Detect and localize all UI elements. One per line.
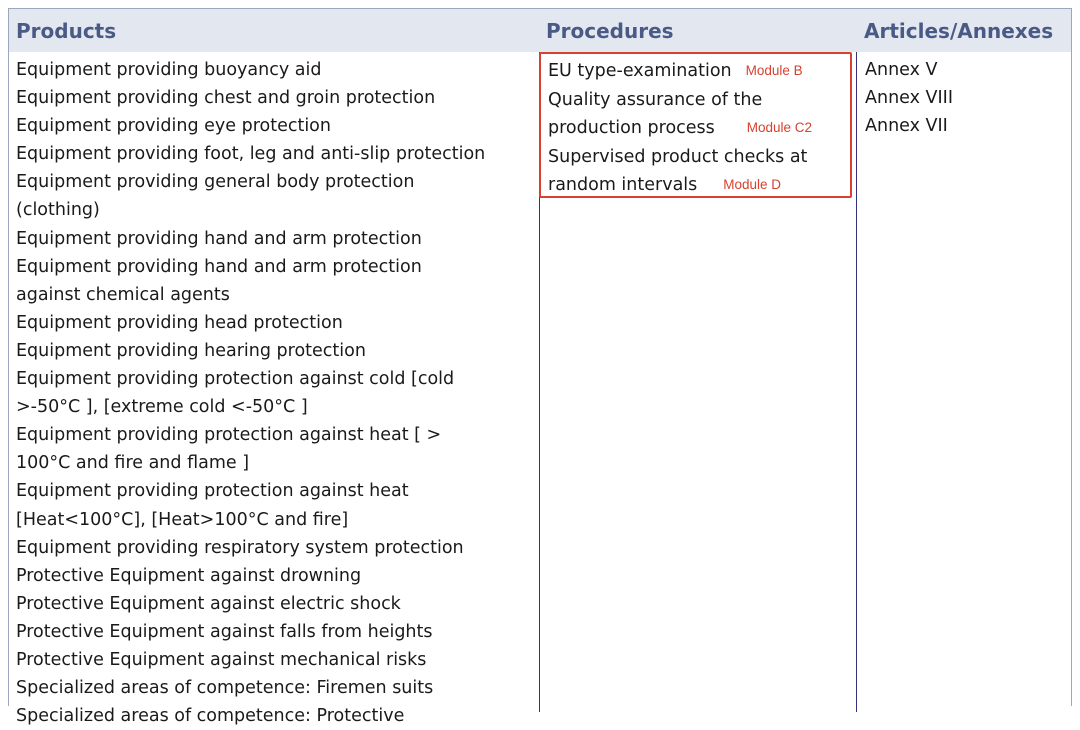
product-line: Equipment providing head protection xyxy=(16,312,343,333)
procedure-line xyxy=(548,171,850,200)
procedure-line xyxy=(548,143,850,171)
annex-item: Annex VIII xyxy=(865,88,953,109)
annex-item: Annex VII xyxy=(865,116,948,137)
procedure-text: EU type-examination xyxy=(548,61,732,81)
procedure-text: Quality assurance of the xyxy=(548,90,763,111)
product-line: Equipment providing general body protection xyxy=(16,172,415,193)
procedure-line xyxy=(548,86,850,114)
product-line: Equipment providing eye protection xyxy=(16,116,331,137)
product-line: Equipment providing hand and arm protection xyxy=(16,256,422,277)
product-line: Equipment providing hand and arm protection xyxy=(16,228,422,249)
product-line: Specialized areas of competence: Firemen suits xyxy=(16,678,434,699)
product-line: Equipment providing protection against heat [ > xyxy=(16,425,442,446)
procedures-highlight-box xyxy=(539,52,852,198)
header-procedures: Procedures xyxy=(546,19,674,43)
product-line: Equipment providing hearing protection xyxy=(16,340,366,361)
product-line: Equipment providing protection against cold [cold xyxy=(16,369,455,390)
header-products: Products xyxy=(16,19,117,43)
product-line: Equipment providing foot, leg and anti-slip protection xyxy=(16,144,486,165)
header-articles-annexes: Articles/Annexes xyxy=(864,19,1054,43)
annex-item: Annex V xyxy=(865,60,938,80)
procedure-text: Supervised product checks at xyxy=(548,147,808,168)
module-label: Module B xyxy=(745,63,803,78)
procedure-text: production process xyxy=(548,118,715,139)
procedures-table xyxy=(8,8,1072,727)
product-line: Equipment providing protection against heat xyxy=(16,481,409,502)
column-divider-right xyxy=(856,52,857,712)
product-line: Protective Equipment against mechanical risks xyxy=(16,649,427,670)
product-line: (clothing) xyxy=(16,200,100,221)
product-line: Equipment providing buoyancy aid xyxy=(16,60,322,80)
products-list xyxy=(16,56,536,730)
module-label: Module C2 xyxy=(746,120,813,136)
product-line: Equipment providing respiratory system protection xyxy=(16,537,464,558)
table-header xyxy=(9,9,1071,52)
procedure-line xyxy=(548,57,850,86)
product-line: Equipment providing chest and groin protection xyxy=(16,88,436,109)
product-line: Protective Equipment against electric shock xyxy=(16,593,401,614)
product-line: Specialized areas of competence: Protective xyxy=(16,706,405,727)
product-line: >-50°C ], [extreme cold <-50°C ] xyxy=(16,397,308,418)
module-label: Module D xyxy=(723,177,782,193)
product-line: Protective Equipment against drowning xyxy=(16,565,362,586)
articles-list xyxy=(865,56,1065,140)
product-line: [Heat<100°C], [Heat>100°C and fire] xyxy=(16,509,349,530)
product-line: Protective Equipment against falls from heights xyxy=(16,621,433,642)
procedure-text: random intervals xyxy=(548,175,698,196)
product-line: 100°C and fire and flame ] xyxy=(16,453,250,474)
procedure-line xyxy=(548,114,850,143)
product-line: against chemical agents xyxy=(16,284,230,305)
